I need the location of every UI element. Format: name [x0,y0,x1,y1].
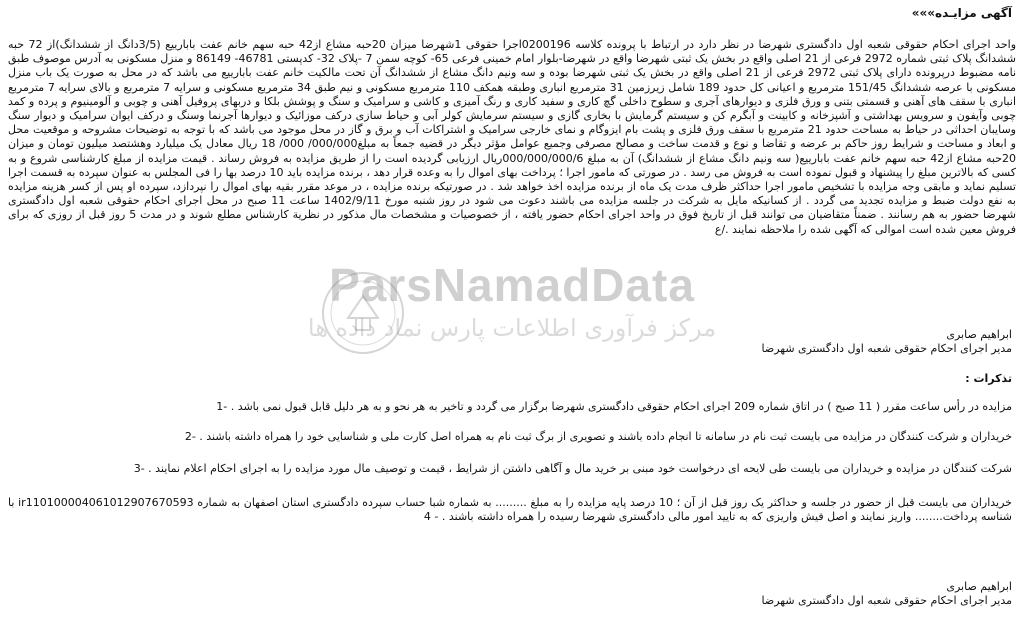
signatory-position: مدیر اجرای احکام حقوقی شعبه اول دادگستری شهرضا [761,342,1012,355]
signatory-position: مدیر اجرای احکام حقوقی شعبه اول دادگستری شهرضا [761,594,1012,607]
note-item-3: شرکت کنندگان در مزایده و خریداران می بایست طی لایحه ای درخواست خود مبنی بر خرید مال و آگاهی داشتن از شرایط ، قیمت و توصیف مال مورد مزایده را به اجرای احکام اعلام نمایند . -3 [133,462,1012,475]
notice-body: واحد اجرای احکام حقوقی شعبه اول دادگستری شهرضا در نظر دارد در ارتباط با پرونده کلاسه 0200196اجرا حقوقی 1شهرضا میزان 20حبه مشاع از42 حبه سهم خانم عفت بابارییع (3/5دانگ از ششدانگ)از 72 حبه ششدانگ پلاک ثبتی شماره 2972 فرعی از 21 اصلی واقع در بخش یک ثبتی شهرضا واقع در شهرضا-بلوار امام خمینی فرعی 65- کوچه سمن 7 -پلاک 32- کدپستی 46781- 86149 و منزل مسکونی به آدرس موصوف طبق نامه مضبوط درپرونده دارای پلاک ثبتی 2972 فرعی از 21 اصلی واقع در بخش یک ثبتی شهرضا بوده و سه ونیم دانگ مشاع از ششدانگ آن تحت مالکیت خانم عفت بابارییع می باشد که در محل به صورت یک باب منزل مسکونی با عرصه ششدانگ 151/45 مترمربع و اعیانی کل حدود 189 شامل زیرزمین 31 مترمربع انباری وطبقه همکف 110 مترمربع مسکونی و نیم طبق 34 مترمربع مسکونی و سرایه 7 مترمربع و بالای سرایه 7 مترمربع انباری با سقف های آهنی و قسمتی بتنی و ورق فلزی و دیوارهای آجری و سطوح داخلی گچ کاری و سفید کاری و رنگ آمیزی و کاشی و سرامیک و سنگ و پوشش بلکا و دربهای پروفیل آهنی و چوبی و آلومینیوم و پرده و کمد چوبی وآیفون و سرویس بهداشتی و آشپزخانه و کابینت و آبگرم کن و سیستم گرمایش با بخاری گازی و سیستم سرمایش کولر آبی و حیاط سازی درکف موزائیک و دیوارها آجرنما وسنگ و درکف ایوان سرامیک و دیوار سنگ وسایبان احداثی در حیاط به مساحت حدود 21 مترمربع با سقف ورق فلزی و پشت بام ایزوگام و نمای خارجی سرامیک و اشتراکات آب و برق و گاز در محل موجود می باشد که با توجه به توضیحات مشروحه و موقعیت محل و ابعاد و مساحت و شرایط روز حاکم بر عرضه و تقاضا و نوع و قدمت ساخت و مصالح مصرفی وجمیع عوامل مؤثر دیگر در قضیه جمعاً به مبلغ000/000/ 000/ 18 ریال معادل یک میلیارد وهشتصد میلیون تومان و میزان 20حبه مشاع از42 حبه سهم خانم عفت بابارییع( سه ونیم دانگ مشاع از ششدانگ) آن به مبلغ 000/000/000/6ریال ارزیابی گردیده است را از طریق مزایده به فروش رساند . قیمت مزایده از مبلغ کارشناسی شروع و به کسی که بالاترین مبلغ را پیشنهاد و قبول نموده است به فروش می رسد . در صورتی که مامور اجرا ؛ پرداخت بهای اموال را به وعده قرار دهد ، برنده مزایده باید 10 درصد بها را فی المجلس به عنوان سپرده به قسمت اجرا تسلیم نماید و مابقی وجه مزایده با تشخیص مامور اجرا حداکثر ظرف مدت یک ماه از برنده مزایده اخذ خواهد شد . در صورتیکه برنده مزایده ، در موعد مقرر بقیه بهای اموال را نپردازد، سپرده او پس از کسر هزینه مزایده به نفع دولت ضبط و مزایده تجدید می گردد . از کسانیکه مایل به شرکت در جلسه مزایده می باشند دعوت می شود در روز شنبه مورخ 1402/9/11 ساعت 11 صبح در محل اجرای احکام حقوقی شعبه اول دادگستری شهرضا حضور به هم رسانند . ضمناً متقاضیان می توانند قبل از تاریخ فوق در واحد اجرای احکام حضور یافته ، از خصوصیات و مشخصات مال مذکور در نظریة کارشناس مطلع شوند و در مدت 5 روز قبل از روزی که برای فروش معین شده است اموالی که آگهی شده را ملاحظه نمایند ./ع [8,38,1017,236]
notice-title: آگهی مزایـده»»» [911,6,1012,20]
signatory-name: ابراهیم صابری [946,328,1012,341]
watermark-seal-icon [318,268,408,358]
signature-block-top [762,328,1012,356]
signature-block-bottom [762,580,1012,608]
watermark-subtitle: مرکز فرآوری اطلاعات پارس نماد داده ها [307,314,717,342]
watermark-brand: ParsNamadData [329,259,695,311]
note-item-2: خریداران و شرکت کنندگان در مزایده می بایست ثبت نام در سامانه تا انجام داده باشند و تصویری از برگ ثبت نام به همراه اصل کارت ملی و شناسایی خود را همراه داشته باشند . -2 [184,430,1012,443]
note-item-4: خریداران می بایست قبل از حضور در جلسه و حداکثر یک روز قبل از آن ؛ 10 درصد پایه مزایده را به مبلغ ......... به شماره شبا حساب سپرده دادگستری استان اصفهان به شماره ir110100004061012907670593 با شناسه پرداخت........ واریز نمایند و اصل فیش واریزی که به تایید امور مالی دادگستری شهرضا رسیده را همراه داشته باشند . - 4 [8,496,1012,523]
signatory-name: ابراهیم صابری [946,580,1012,593]
note-item-1: مزایده در رأس ساعت مقرر ( 11 صبح ) در اتاق شماره 209 اجرای احکام حقوقی دادگستری شهرضا برگزار می گردد و تاخیر به هر نحو و به هر دلیل قابل قبول نمی باشد . -1 [216,400,1012,413]
notes-heading: تذکرات : [965,372,1012,385]
